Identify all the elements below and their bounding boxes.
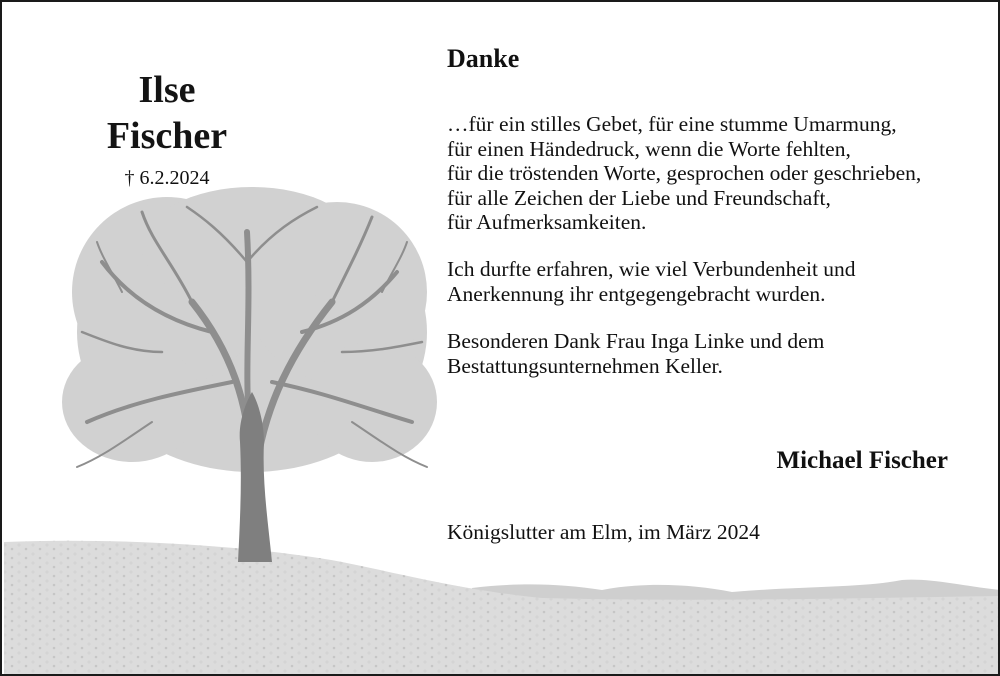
text-line: Besonderen Dank Frau Inga Linke und dem [447,329,825,353]
death-date: † 6.2.2024 [124,167,210,189]
text-line: für einen Händedruck, wenn die Worte fehlten, [447,136,851,161]
text-line: für alle Zeichen der Liebe und Freundschaft, [447,185,831,210]
text-line: Anerkennung ihr entgegengebracht wurden. [447,281,826,306]
text-line: …für ein stilles Gebet, für eine stumme Umarmung, [447,112,897,136]
text-line: für Aufmerksamkeiten. [447,210,647,234]
heading-thanks: Danke [447,44,520,73]
deceased-first-name: Ilse [138,69,196,111]
text-line: für die tröstenden Worte, gesprochen oder geschrieben, [447,161,922,185]
deceased-last-name: Fischer [106,115,228,157]
signature-name: Michael Fischer [776,447,948,474]
experience-paragraph [447,257,987,306]
special-thanks-paragraph [447,329,987,378]
thanks-paragraph [447,112,987,235]
text-line: Bestattungsunternehmen Keller. [447,353,723,378]
place-and-date: Königslutter am Elm, im März 2024 [447,520,760,544]
text-line: Ich durfte erfahren, wie viel Verbundenheit und [447,257,856,281]
